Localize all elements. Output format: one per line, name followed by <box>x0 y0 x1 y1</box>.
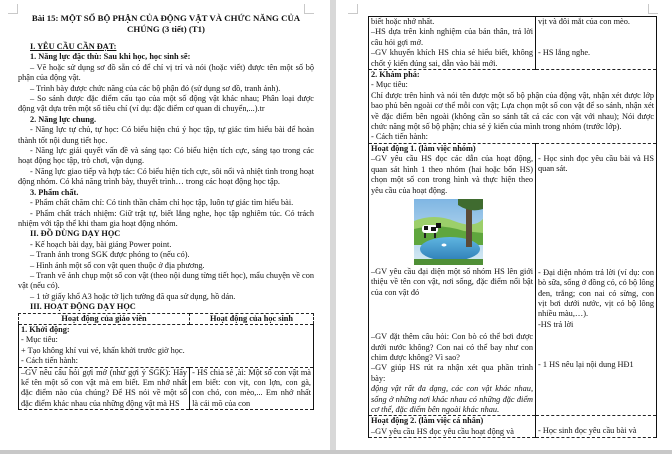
table-line: –GV đặt thêm câu hỏi: Con bò có thể bơi được dưới nước không? Con nai có thể bay như con chim được không? Vì sao? <box>371 332 534 362</box>
lesson-activity-table-continued <box>368 16 657 438</box>
lesson-title: Bài 15: MỘT SỐ BỘ PHẬN CỦA ĐỘNG VẬT VÀ CHỨC NĂNG CỦA CHÚNG (3 tiết) (T1) <box>31 13 301 34</box>
subheading-general-competence: 2. Năng lực chung. <box>30 114 97 124</box>
paragraph: - Năng lực giải quyết vấn đề và sáng tạo: Có biểu hiện tích cực, sáng tạo trong các hoạt động học tập, trò chơi, vận dụng. <box>18 146 314 166</box>
student-cell <box>536 143 657 416</box>
teacher-cell: –GV nêu câu hỏi gợi mở (như gợi ý SGK): Hãy kể tên một số con vật mà em biết. Em nhớ nhất đặc điểm nào của chúng? Để HS nói về một số đặc điểm khác nhau của những động vật mà HS <box>19 367 190 410</box>
table-line: động vật rất đa dạng, các con vật khác nhau, sống ở những nơi khác nhau có những đặc điểm cơ thể, đặc điểm bên ngoài khác nhau. <box>371 384 534 414</box>
column-header-teacher: Hoạt động của giáo viên <box>19 313 190 324</box>
teacher-cell <box>369 416 536 438</box>
paragraph: - Phẩm chất chăm chỉ: Có tinh thần chăm chỉ học tập, luôn tự giác tìm hiểu bài. <box>30 198 294 208</box>
warmup-section <box>19 324 314 367</box>
paragraph: – Vẽ hoặc sử dụng sơ đồ sẵn có để chỉ vị trí và nói (hoặc viết) được tên một số bộ phận của động vật. <box>18 62 314 83</box>
subheading-specific-competence: 1. Năng lực đặc thù: Sau khi học, học sinh sẽ: <box>30 52 191 62</box>
table-line: –GV yêu cầu đại diện một số nhóm HS lên giới thiệu về tên con vật, nơi sống, đặc điểm nổi bật của con vật đó <box>371 266 534 297</box>
warmup-heading: 1. Khởi động: <box>21 324 70 334</box>
subheading-qualities: 3. Phẩm chất. <box>30 187 79 197</box>
explore-section <box>369 70 657 144</box>
table-line: –GV khuyến khích HS chia sẻ hiểu biết, không chốt ý kiến đúng sai, dẫn vào bài mới. <box>371 48 534 68</box>
table-line: Chỉ được trên hình và nói tên được một số bộ phận của động vật, nhận xét được lớp bao phủ bên ngoài cơ thể mỗi con vật; Lựa chọn một số con vật để so sánh, nhận xét về đặc điểm bên ngoài (không cần so sánh tất cả các con vật với nhau); Nói được chức năng một số bộ phận; chia sẻ ý kiến của mình trong nhóm (trước lớp). <box>371 90 654 132</box>
paragraph: – Trình bày được chức năng của các bộ phận đó (sử dụng sơ đồ, tranh ảnh). <box>30 83 281 93</box>
paragraph: - Năng lực tự chủ, tự học: Có biểu hiện chú ý học tập, tự giác tìm hiểu bài để hoàn thành tốt nội dung tiết học. <box>18 125 314 145</box>
table-line: –GV giúp HS rút ra nhận xét qua phần trình bày: <box>371 363 534 383</box>
crop-mark <box>8 4 18 14</box>
lesson-activity-table <box>18 313 314 411</box>
paragraph: – Tranh ảnh trong SGK được phóng to (nếu có). <box>30 250 190 260</box>
section-heading-activities: III. HOẠT ĐỘNG DẠY HỌC <box>30 302 136 312</box>
table-line: vịt và đôi mắt của con mèo. <box>538 17 630 26</box>
table-line: –GV yêu cầu HS đọc các dẫn của hoạt động, quan sát hình 1 theo nhóm (hai hoặc bốn HS) chọn một số con trong hình và thực hiện theo yêu cầu của hoạt động. <box>371 154 534 195</box>
section-heading-materials: II. ĐỒ DÙNG DẠY HỌC <box>30 229 121 239</box>
paragraph: – Tranh vẽ ảnh chụp một số con vật (theo nội dung từng tiết học), mẩu chuyện về con vật (nếu có). <box>18 270 315 291</box>
document-page-left <box>0 0 330 454</box>
paragraph: – 1 tờ giấy khổ A3 hoặc tờ lịch tường đã qua sử dụng, hồ dán. <box>30 291 236 301</box>
table-line: - HS lắng nghe. <box>538 48 591 58</box>
table-line: -HS trả lời <box>538 319 574 329</box>
paragraph: – Hình ảnh một số con vật quen thuộc ở địa phương. <box>30 260 205 270</box>
page-right-content <box>368 16 657 438</box>
teacher-cell <box>369 143 536 416</box>
activity1-heading: Hoạt động 1. (làm việc nhóm) <box>371 143 476 153</box>
crop-mark <box>648 4 658 14</box>
activity2-heading: Hoạt động 2. (làm việc cá nhân) <box>371 416 484 426</box>
teacher-cell <box>369 17 536 70</box>
table-line: - Cách tiến hành: <box>21 356 78 366</box>
table-line: –HS dựa trên kinh nghiệm của bản thân, trả lời câu hỏi gợi mở. <box>371 27 534 47</box>
viewer-bottom-edge <box>0 450 672 454</box>
paragraph: - Kế hoạch bài dạy, bài giảng Power point. <box>30 239 172 249</box>
table-line: - Cách tiến hành: <box>371 132 428 142</box>
table-line: biết hoặc nhớ nhất. <box>371 17 435 26</box>
paragraph: – So sánh được đặc điểm cấu tạo của một số động vật khác nhau; Phân loại được động vật dựa trên một số tiêu chí (ví dụ: đặc điểm cơ quan di chuyển,...).tr <box>18 94 314 114</box>
table-line: - Mục tiêu: <box>371 80 408 90</box>
illustration-icon <box>414 199 483 265</box>
crop-mark <box>348 4 358 14</box>
pond-animals-image <box>414 199 483 265</box>
student-cell <box>536 416 657 438</box>
page-left-content <box>18 13 314 410</box>
document-page-right <box>336 0 672 454</box>
paragraph: - Năng lực giao tiếp và hợp tác: Có biểu hiện tích cực, sôi nổi và nhiệt tình trong hoạt động nhóm. Có khả năng trình bày, thuyết trình… trong các hoạt động học tập. <box>18 166 314 187</box>
table-line: –GV yêu cầu HS đọc yêu cầu hoạt động và <box>371 426 514 436</box>
table-line: - Học sinh đọc yêu cầu bài và HS quan sát. <box>538 153 654 174</box>
section-heading-requirements: I. YÊU CẦU CẦN ĐẠT: <box>30 42 117 51</box>
student-cell: - HS chia sẻ ,ài: Một số con vật mà em biết: con vịt, con lợn, con gà, con chó, con mèo,... Em nhớ nhất là cái mõ của con <box>190 367 314 410</box>
table-line: - Học sinh đọc yêu cầu bài và <box>538 426 637 436</box>
table-line: - Mục tiêu: <box>21 335 58 345</box>
table-line: - Đại diện nhóm trả lời (ví dụ: con bò sữa, sống ở đồng cỏ, có bộ lông đen, trắng; con nai có sừng, con vịt bơi dưới nước, vịt có bộ lông nhiều màu,…). <box>538 267 654 319</box>
table-line: - 1 HS nêu lại nội dung HĐ1 <box>538 360 634 370</box>
table-line: + Tạo không khí vui vẻ, khấn khởi trước giờ học. <box>21 345 185 355</box>
paragraph: - Phẩm chất trách nhiệm: Giữ trật tự, biết lắng nghe, học tập nghiêm túc. Có trách nhiệm với tập thể khi tham gia hoạt động nhóm. <box>18 208 314 228</box>
column-header-student: Hoạt động của học sinh <box>190 313 314 324</box>
explore-heading: 2. Khám phá: <box>371 70 420 80</box>
student-cell <box>536 17 657 70</box>
